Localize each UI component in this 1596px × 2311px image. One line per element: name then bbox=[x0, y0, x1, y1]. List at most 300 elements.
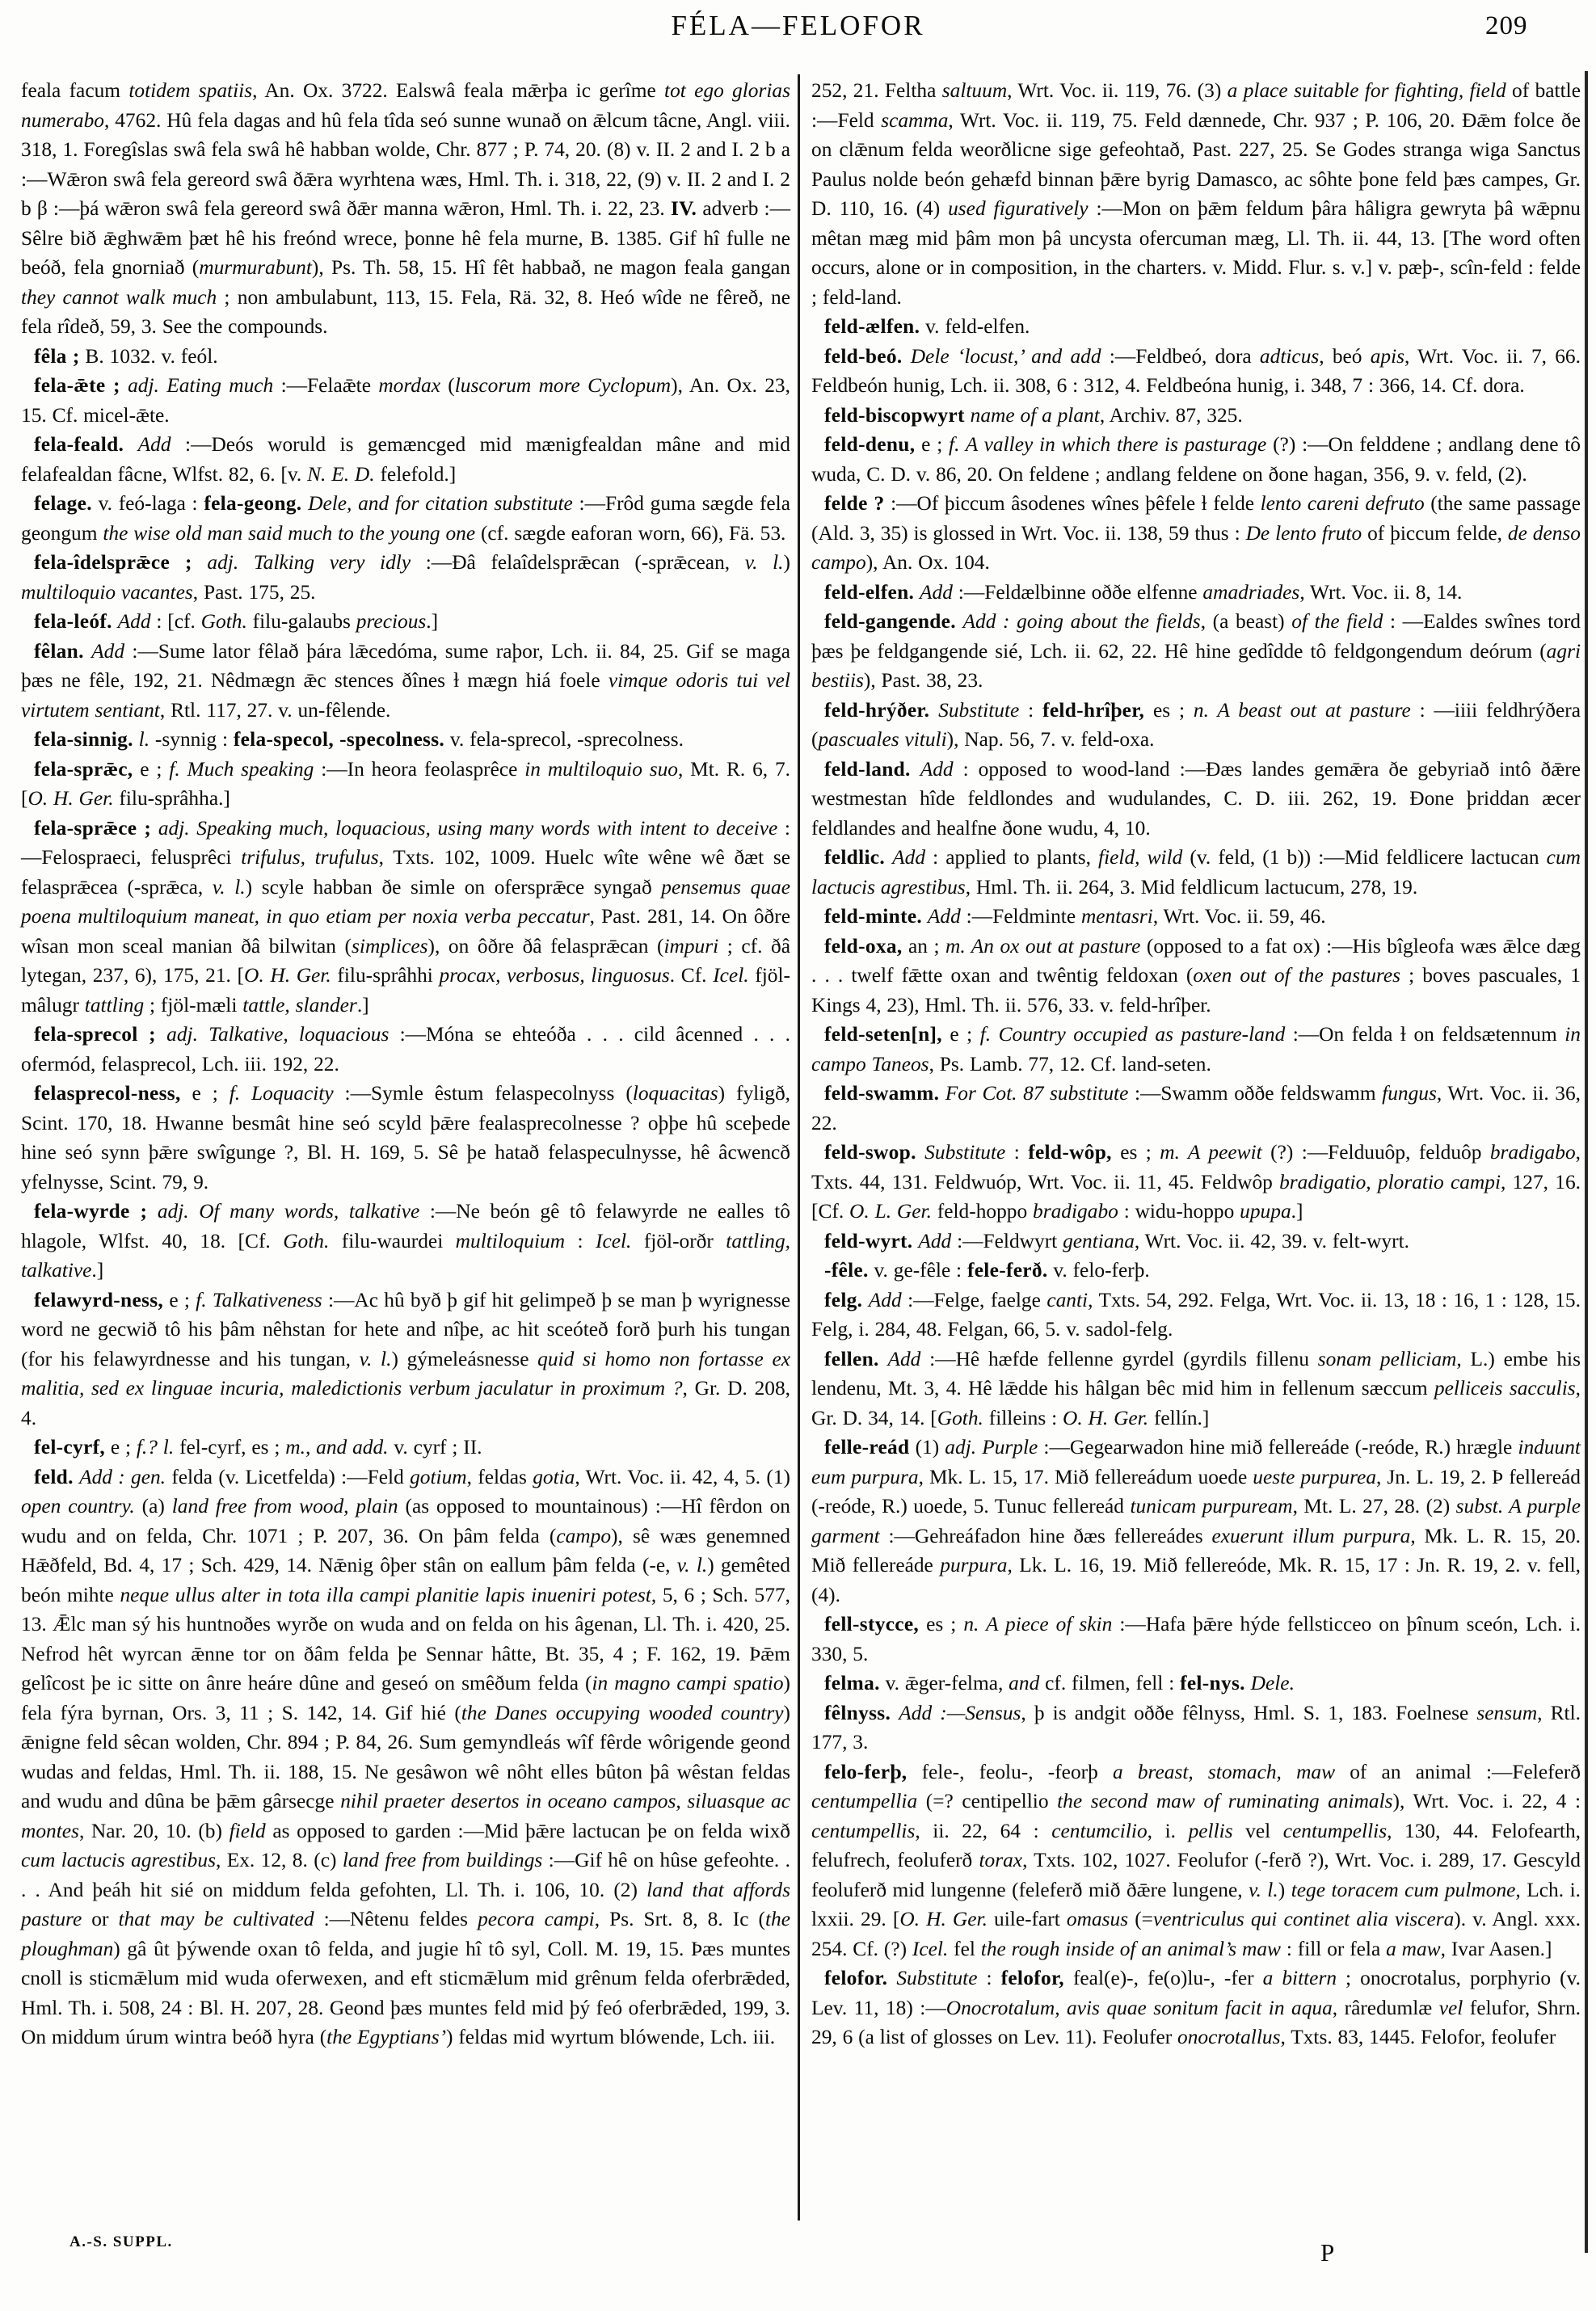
text-run: Add bbox=[920, 580, 953, 604]
text-run: bradigabo bbox=[1489, 1141, 1576, 1164]
text-run: ) feldas mid wyrtum blówende, Lch. iii. bbox=[446, 2026, 776, 2048]
dictionary-entry bbox=[21, 489, 790, 548]
text-run: f. Much speaking bbox=[169, 757, 314, 781]
text-run: pellis bbox=[1188, 1819, 1233, 1842]
text-run: multiloquium bbox=[455, 1229, 566, 1252]
text-run: ), sê wæs genemned Hǣðfeld, Bd. 4, 17 ; Sch. 429, 14. Nǣnig ôþer stân on eallum þâm felda (-e, bbox=[21, 1524, 790, 1576]
text-run: n. A beast out at pasture bbox=[1193, 698, 1411, 722]
headword: felofor. bbox=[824, 1967, 888, 1989]
text-run: an ; bbox=[902, 934, 946, 958]
text-run: f.? l. bbox=[136, 1436, 175, 1459]
text-run: gotium bbox=[410, 1465, 467, 1488]
column-divider-rule bbox=[798, 74, 800, 2220]
dictionary-entry bbox=[21, 1433, 790, 1463]
text-run: v. feld-elfen. bbox=[920, 315, 1030, 338]
text-run: , râredumlæ bbox=[1332, 1996, 1439, 2019]
text-run: vel bbox=[1232, 1819, 1283, 1842]
text-run: ), on ôðre ðâ felasprǣcan ( bbox=[427, 934, 664, 958]
text-run: f. Talkativeness bbox=[196, 1288, 322, 1311]
text-run bbox=[885, 846, 892, 869]
text-run: or bbox=[82, 1908, 119, 1930]
text-run: saltuum bbox=[941, 79, 1008, 102]
text-run: es ; bbox=[919, 1613, 964, 1635]
text-run: (as opposed to mountainous) :—Hî fêrdon on wudu and on felda, Chr. 1071 ; P. 207, 36. On þâm felda ( bbox=[21, 1495, 790, 1547]
text-run: (1) bbox=[909, 1436, 945, 1459]
text-run: , Rtl. 117, 27. v. un-fêlende. bbox=[159, 698, 391, 722]
headword: feldlic. bbox=[824, 846, 886, 869]
text-run: sonam pelliciam bbox=[1317, 1347, 1457, 1370]
text-run: .] bbox=[91, 1259, 104, 1282]
text-run: : [cf. bbox=[150, 610, 201, 633]
text-run: multiloquio vacantes bbox=[21, 580, 193, 604]
text-run: Goth. bbox=[200, 610, 247, 633]
text-run: , Wrt. Voc. ii. 42, 4, 5. (1) bbox=[575, 1465, 790, 1488]
text-run: Goth. bbox=[283, 1229, 330, 1252]
text-run: filu-sprâhhi bbox=[331, 964, 440, 987]
dictionary-entry bbox=[811, 1079, 1581, 1138]
text-run: fellín.] bbox=[1148, 1406, 1210, 1429]
text-run: adticus bbox=[1259, 344, 1320, 368]
text-run: exuerunt illum purpura bbox=[1211, 1524, 1411, 1547]
text-run: Add bbox=[137, 433, 171, 456]
dictionary-entry bbox=[811, 1256, 1581, 1286]
headword: IV. bbox=[670, 197, 697, 220]
text-run: : widu-hoppo bbox=[1118, 1200, 1240, 1223]
text-run bbox=[903, 345, 911, 368]
text-run: :—Feldælbinne oððe elfenne bbox=[952, 580, 1203, 604]
headword: fela-îdelsprǣce ; bbox=[34, 551, 192, 574]
text-run: :—Gif hê on hûse gefeohte. . . . And þeáh hit sié on middum felda gefohten, Ll. Th. i. 106, 10. (2) bbox=[21, 1849, 790, 1901]
text-run: Substitute bbox=[924, 1141, 1006, 1164]
headword: felde ? bbox=[824, 492, 885, 515]
text-run: neque ullus alter in tota illa campi planitie lapis inueniri potest bbox=[120, 1583, 651, 1606]
text-run: , Wrt. Voc. ii. 42, 39. v. felt-wyrt. bbox=[1134, 1229, 1409, 1252]
dictionary-entry bbox=[811, 932, 1581, 1021]
dictionary-entry bbox=[811, 1286, 1581, 1345]
headword: fela-specol, -specolness. bbox=[233, 728, 445, 751]
text-run: ventriculus qui continet alia viscera bbox=[1152, 1908, 1455, 1930]
text-run bbox=[956, 610, 963, 633]
text-run: (the same passage (Ald. 3, 35) is glossed in Wrt. Voc. ii. 138, 59 thus : bbox=[811, 492, 1581, 545]
text-run: fele-, feolu-, -feorþ bbox=[907, 1760, 1113, 1783]
dictionary-entry bbox=[21, 342, 790, 372]
text-run: bradigabo bbox=[1033, 1200, 1118, 1223]
text-run: ) fyligð, Scint. 170, 18. Hwanne besmât hine seó scyld þǣre fealasprecolnesse ? oþþe hû sceþede hine seó synn þǣre swîgunge ?, Bl. H. 169, 5. Sê þe hatað felaspeculnysse, hê âcwencð yfelnysse, Scint. 79, 9. bbox=[21, 1082, 790, 1193]
page-title: FÉLA—FELOFOR bbox=[671, 10, 925, 41]
dictionary-entry bbox=[811, 430, 1581, 489]
text-run: :—Feldminte bbox=[960, 905, 1081, 928]
dictionary-entry bbox=[811, 1433, 1581, 1610]
headword: fêlnyss. bbox=[824, 1701, 891, 1724]
text-run: , 127, 16. [Cf. bbox=[811, 1170, 1581, 1223]
text-run: , Wrt. Voc. ii. 36, 22. bbox=[811, 1082, 1581, 1134]
headword: fellen. bbox=[824, 1347, 879, 1370]
text-run: es ; bbox=[1144, 698, 1194, 722]
text-run: Icel. bbox=[713, 964, 749, 987]
text-run: in multiloquio suo bbox=[524, 757, 678, 781]
text-run: , Txts. 54, 292. Felga, Wrt. Voc. ii. 13, 18 : 16, 1 : 128, 15. Felg, i. 284, 48. Felgan, 66, 5. v. sadol-felg. bbox=[811, 1288, 1581, 1341]
text-run: ) gemêted beón mihte bbox=[21, 1554, 790, 1606]
text-run: For Cot. 87 substitute bbox=[945, 1082, 1129, 1105]
dictionary-entry bbox=[21, 76, 790, 342]
text-run: e ; bbox=[941, 1023, 980, 1046]
text-run: canti bbox=[1046, 1288, 1089, 1311]
text-run: of an animal :—Feleferð bbox=[1335, 1760, 1581, 1783]
headword: fêla ; bbox=[34, 344, 80, 368]
text-run: m., and add. bbox=[285, 1436, 389, 1459]
text-run: adj. Of many words, talkative bbox=[157, 1200, 420, 1223]
dictionary-entry bbox=[21, 607, 790, 637]
text-run: ), Nap. 56, 7. v. feld-oxa. bbox=[946, 728, 1155, 751]
text-run: v. l. bbox=[1249, 1878, 1278, 1901]
text-run: Add bbox=[868, 1288, 902, 1311]
headword: feld-beó. bbox=[824, 344, 903, 368]
headword: feld-seten[n], bbox=[824, 1023, 942, 1046]
text-run: (= bbox=[1128, 1908, 1153, 1930]
text-run: the rough inside of an animal’s maw bbox=[980, 1937, 1281, 1960]
text-run: : bbox=[565, 1229, 596, 1252]
dictionary-entry bbox=[811, 1669, 1581, 1699]
text-run: B. 1032. v. feól. bbox=[79, 344, 218, 368]
headword: fela-geong. bbox=[204, 492, 302, 515]
dictionary-entry bbox=[811, 1138, 1581, 1227]
text-run: , þ is andgit oððe fêlnyss, Hml. S. 1, 183. Foelnese bbox=[1021, 1701, 1477, 1724]
text-run: adj. Eating much bbox=[128, 374, 274, 397]
text-run: Add bbox=[927, 905, 961, 928]
text-run: 252, 21. Feltha bbox=[811, 79, 942, 102]
text-run: , Nar. 20, 10. (b) bbox=[78, 1819, 230, 1842]
text-run: : fill or fela bbox=[1280, 1937, 1387, 1960]
headword: feld. bbox=[34, 1465, 74, 1488]
text-run: ), An. Ox. 23, 15. Cf. micel-ǣte. bbox=[21, 374, 790, 427]
text-run: subst. A purple garment bbox=[811, 1495, 1581, 1547]
text-run: , Jn. L. 19, 2. Þ fellereád (-reóde, R.) uoede, 5. Tunuc fellereád bbox=[811, 1465, 1581, 1518]
dictionary-column-right bbox=[811, 76, 1581, 2052]
text-run: O. H. Ger. bbox=[899, 1908, 987, 1930]
text-run: e ; bbox=[163, 1288, 196, 1311]
headword: fêlan. bbox=[34, 639, 84, 663]
text-run: :—On felda ɫ on feldsætennum bbox=[1285, 1023, 1565, 1046]
text-run: , Wrt. Voc. ii. 8, 14. bbox=[1299, 580, 1463, 604]
headword: fela-wyrde ; bbox=[34, 1200, 148, 1223]
text-run: precious bbox=[356, 610, 427, 633]
text-run: :—Feldbeó, dora bbox=[1101, 344, 1260, 368]
text-run: .] bbox=[356, 993, 369, 1017]
text-run: fjöl-orðr bbox=[631, 1229, 726, 1252]
text-run: used figuratively bbox=[948, 197, 1089, 220]
footer-imprint: A.-S. SUPPL. bbox=[69, 2233, 173, 2250]
text-run: Add bbox=[892, 846, 926, 869]
text-run: , Mk. L. 15, 17. Mið fellereádum uoede bbox=[918, 1465, 1253, 1488]
text-run: :—Mon on þǣm feldum þâra hâligra gewryta þâ wǣpnu mêtan mæg mid þâm mon þâ uncysta ofercuman mæg, Ll. Th. ii. 44, 13. [The word often occurs, alone or in composition, in the charters. v. Midd. Flur. s. v.] v. pæþ-, scîn-feld : felde ; feld-land. bbox=[811, 197, 1581, 309]
text-run: . Cf. bbox=[669, 964, 714, 987]
text-run: pensemus quae poena multiloquium maneat, in quo etiam per noxia verba peccatur bbox=[21, 875, 790, 928]
text-run: ( bbox=[440, 374, 455, 397]
dictionary-entry bbox=[21, 548, 790, 607]
text-run: field, wild bbox=[1098, 846, 1183, 869]
text-run: , 5, 6 ; Sch. 577, 13. Ǣlc man sý his huntnoðes wyrðe on wuda and on felda on his âgenan, Ll. Th. i. 420, 25. Nefrod hêt wyrcan ǣnne tor on ðâm felda þe Sennar hâtte, Bt. 35, 4 ; F. 162, 19. Þǣm gelîcost þe ic sitte on ânre heáre dûne and geseó on smêðum felda ( bbox=[21, 1583, 790, 1694]
text-run: :—Swamm oððe feldswamm bbox=[1128, 1082, 1383, 1105]
text-run: : —Ealdes swînes tord þæs þe feldgangende sié, Lch. ii. 62, 22. Hê hine gedîdde tô feldgongendum deórum ( bbox=[811, 610, 1581, 663]
text-run: ) gýmeleásnesse bbox=[391, 1347, 538, 1370]
text-run: upupa bbox=[1240, 1200, 1291, 1223]
text-run: centumpellia bbox=[811, 1790, 918, 1812]
headword: felasprecol-ness, bbox=[34, 1082, 181, 1105]
text-run: :—Feldwyrt bbox=[951, 1229, 1063, 1252]
text-run: , Txts. 102, 1009. Huelc wîte wêne wê ðæt se felasprǣcea (-sprǣca, bbox=[21, 846, 791, 899]
text-run: O. L. Ger. bbox=[849, 1200, 932, 1223]
text-run: as opposed to garden :—Mid þǣre lactucan þe on felda wixð bbox=[265, 1819, 790, 1842]
text-run: , An. Ox. 3722. Ealswâ feala mǣrþa ic gerîme bbox=[252, 79, 665, 102]
text-run: m. An ox out at pasture bbox=[945, 934, 1141, 958]
headword: feld-oxa, bbox=[824, 934, 903, 958]
text-run: : bbox=[1019, 698, 1043, 722]
text-run: :—Hafa þǣre hýde fellsticceo on þînum sceón, Lch. i. 330, 5. bbox=[811, 1613, 1581, 1665]
headword: fela-feald. bbox=[34, 433, 124, 456]
text-run: ) bbox=[783, 551, 791, 574]
text-run: f. Country occupied as pasture-land bbox=[979, 1023, 1286, 1046]
dictionary-entry bbox=[811, 1699, 1581, 1757]
text-run: , (a beast) bbox=[1200, 610, 1292, 633]
text-run: (?) :—Felduuôp, felduôp bbox=[1261, 1141, 1490, 1164]
text-run: of battle :—Feld bbox=[811, 79, 1581, 132]
text-run: n. A piece of skin bbox=[963, 1613, 1113, 1635]
text-run bbox=[192, 551, 208, 574]
text-run: , Gr. D. 34, 14. [ bbox=[811, 1377, 1581, 1429]
dictionary-entry bbox=[811, 843, 1581, 902]
text-run bbox=[891, 1702, 899, 1724]
headword: felma. bbox=[824, 1672, 880, 1694]
text-run: trifulus, trufulus bbox=[241, 846, 379, 869]
text-run: fel bbox=[948, 1937, 981, 1960]
text-run bbox=[939, 1082, 945, 1105]
text-run: fungus bbox=[1382, 1082, 1437, 1105]
text-run: , Wrt. Voc. ii. 59, 46. bbox=[1152, 905, 1326, 928]
text-run: :—Of þiccum âsodenes wînes þêfele ɫ felde bbox=[884, 492, 1261, 515]
text-run: onocrotallus bbox=[1177, 2026, 1281, 2048]
headword: feld-swop. bbox=[824, 1141, 916, 1164]
dictionary-entry bbox=[811, 489, 1581, 578]
headword: fela-ǣte ; bbox=[34, 374, 120, 397]
text-run: adj. Speaking much, loquacious, using many words with intent to deceive bbox=[158, 816, 778, 840]
text-run: : bbox=[977, 1967, 1001, 1989]
text-run: centumpellis bbox=[811, 1819, 916, 1842]
text-run: adverb :—Sêlre bið ǣghwǣm þæt hê his freónd wrece, þonne hê fela murne, B. 1385. Gif hî fulle ne beóð, fela gnorniað ( bbox=[21, 197, 791, 279]
text-run: torax bbox=[979, 1849, 1023, 1871]
text-run: :—Felaǣte bbox=[273, 374, 379, 397]
text-run: omasus bbox=[1066, 1908, 1129, 1930]
text-run: Icel. bbox=[912, 1937, 949, 1960]
headword: felg. bbox=[824, 1288, 863, 1311]
text-run: vimque odoris tui vel virtutem sentiant bbox=[21, 669, 790, 722]
text-run bbox=[887, 1967, 896, 1989]
dictionary-entry bbox=[21, 755, 790, 814]
text-run: , Wrt. Voc. ii. 7, 66. Feldbeón hunig, Lch. ii. 308, 6 : 312, 4. Feldbeóna hunig, i. 348, 7 : 366, 14. Cf. dora. bbox=[811, 344, 1581, 397]
text-run: ), Ps. Th. 58, 15. Hî fêt habbað, ne magon feala gangan bbox=[311, 256, 790, 279]
text-run: filu-waurdei bbox=[329, 1229, 456, 1252]
text-run: , Txts. 102, 1027. Feolufor (-ferð ?), Wrt. Voc. i. 289, 17. Gescyld feoluferð mid lungenne (feleferð mið ðǣre lungene, bbox=[811, 1849, 1581, 1901]
text-run: (v. feld, (1 b)) :—Mid feldlicere lactucan bbox=[1182, 846, 1547, 869]
text-run: a breast, stomach, maw bbox=[1112, 1760, 1336, 1783]
dictionary-entry bbox=[21, 1286, 790, 1433]
text-run: :—Gehreáfadon hine ðæs fellereádes bbox=[879, 1524, 1212, 1547]
text-run: (?) :—On felddene ; andlang dene tô wuda, C. D. v. 86, 20. On feldene ; andlang feldene on ðone hagan, 356, 9. v. feld, (2). bbox=[811, 433, 1581, 486]
text-run: (=? centipellio bbox=[917, 1790, 1058, 1812]
dictionary-entry bbox=[811, 755, 1581, 844]
text-run: pascuales vituli bbox=[818, 728, 947, 751]
text-run: , Archiv. 87, 325. bbox=[1099, 403, 1243, 427]
text-run: a maw bbox=[1386, 1937, 1441, 1960]
headword: feld-biscopwyrt bbox=[824, 403, 965, 427]
text-run: , Txts. 83, 1445. Felofor, feolufer bbox=[1280, 2026, 1556, 2048]
dictionary-entry bbox=[811, 401, 1581, 431]
text-run: Onocrotalum, avis quae sonitum facit in aqua bbox=[945, 1996, 1333, 2019]
text-run: a bittern bbox=[1262, 1967, 1337, 1989]
text-run: : applied to plants, bbox=[925, 846, 1099, 869]
text-run: the Danes occupying wooded country bbox=[461, 1701, 784, 1724]
text-run bbox=[156, 1023, 166, 1046]
text-run: pecora campi bbox=[478, 1908, 595, 1930]
text-run: land free from wood, plain bbox=[171, 1495, 398, 1518]
text-run: gotia bbox=[533, 1465, 575, 1488]
text-run: the second maw of ruminating animals bbox=[1057, 1790, 1393, 1812]
dictionary-entry bbox=[811, 607, 1581, 696]
text-run: adj. Purple bbox=[945, 1436, 1038, 1459]
text-run: , Lch. i. lxxii. 29. [ bbox=[811, 1878, 1581, 1930]
text-run: , Mk. L. R. 15, 20. Mið fellereáde bbox=[811, 1524, 1581, 1576]
text-run: land that affords pasture bbox=[21, 1878, 790, 1930]
text-run: v. ge-fêle : bbox=[868, 1259, 967, 1282]
text-run: quid si homo non fortasse ex malitia, sed ex linguae incuria, maledictionis verbum jaculatur in proximum ? bbox=[21, 1347, 790, 1400]
dictionary-entry bbox=[21, 725, 790, 755]
dictionary-entry bbox=[21, 371, 790, 430]
text-run bbox=[965, 404, 971, 427]
text-run: es ; bbox=[1111, 1141, 1160, 1164]
text-run: Add : gen. bbox=[79, 1465, 166, 1488]
dictionary-entry bbox=[811, 902, 1581, 932]
text-run: gentiana bbox=[1063, 1229, 1135, 1252]
text-run: :—Felge, faelge bbox=[901, 1288, 1047, 1311]
text-run: , Mt. L. 27, 28. (2) bbox=[1292, 1495, 1456, 1518]
text-run: .] bbox=[1291, 1200, 1303, 1223]
text-run: Add bbox=[91, 639, 125, 663]
text-run: , ii. 22, 64 : bbox=[915, 1819, 1052, 1842]
text-run: ; fjöl-mæli bbox=[144, 993, 243, 1017]
text-run: ; cf. ðâ lytegan, 237, 6), 175, 21. [ bbox=[21, 934, 791, 987]
text-run: de denso campo bbox=[811, 521, 1581, 574]
headword: fela-sinnig. bbox=[34, 728, 133, 751]
text-run: a place suitable for fighting, field bbox=[1227, 79, 1506, 102]
headword: feld-denu, bbox=[824, 433, 916, 456]
text-run: mentasri bbox=[1080, 905, 1153, 928]
text-run: Add bbox=[887, 1347, 921, 1370]
text-run: ueste purpurea bbox=[1253, 1465, 1377, 1488]
text-run: , Past. 175, 25. bbox=[192, 580, 316, 604]
dictionary-entry bbox=[21, 637, 790, 726]
text-run bbox=[151, 817, 158, 840]
text-run: e ; bbox=[133, 757, 170, 781]
text-run: ), Wrt. Voc. i. 22, 4 : bbox=[1392, 1790, 1581, 1812]
headword: feld-ælfen. bbox=[824, 315, 920, 338]
text-run: v. feó-laga : bbox=[91, 492, 204, 515]
headword: fell-stycce, bbox=[824, 1613, 920, 1635]
text-run: e ; bbox=[104, 1436, 137, 1459]
page-edge-line bbox=[1585, 71, 1588, 2253]
text-run: tattling bbox=[84, 993, 145, 1017]
text-run: De lento fruto bbox=[1245, 521, 1362, 545]
headword: fela-sprǣce ; bbox=[34, 816, 152, 840]
text-run: ; onocrotalus, porphyrio (v. Lev. 11, 18) :— bbox=[811, 1967, 1581, 2019]
text-run: :—Nêtenu feldes bbox=[314, 1908, 478, 1930]
text-run: v. l. bbox=[744, 551, 784, 574]
text-run: e ; bbox=[180, 1082, 230, 1105]
text-run: , L.) embe his lendenu, Mt. 3, 4. Hê lǣdde his hâlgan bêc mid him in fellenum sæccum bbox=[811, 1347, 1581, 1400]
text-run: ) gâ ût þýwende oxan tô felda, and jugie hî tô syl, Coll. M. 19, 15. Þæs muntes cnoll is sticmǣlum mid wuda oferwexen, and eft sticmǣlum mid grênum felda oferbrǣded, Hml. Th. i. 508, 24 : Bl. H. 207, 28. Geond þæs muntes feld mid þý feó oferbrǣded, 199, 3. On middum úrum wintra beóð hyra ( bbox=[21, 1937, 790, 2048]
text-run bbox=[862, 1289, 868, 1311]
text-run: , feldas bbox=[466, 1465, 533, 1488]
text-run: and bbox=[1009, 1672, 1040, 1694]
text-run: , Ps. Lamb. 77, 12. Cf. land-seten. bbox=[929, 1052, 1211, 1076]
text-run: procax, verbosus, linguosus bbox=[439, 964, 670, 987]
text-run: :—Symle êstum felaspecolnyss ( bbox=[333, 1082, 633, 1105]
text-run: :—Ðâ felaîdelsprǣcan (-sprǣcean, bbox=[411, 551, 745, 574]
text-run: fjöl-mâlugr bbox=[21, 964, 790, 1017]
text-run: Goth. bbox=[937, 1406, 983, 1429]
text-run: , beó bbox=[1319, 344, 1371, 368]
text-run: (cf. sægde eaforan worn, 66), Fä. 53. bbox=[475, 521, 786, 545]
text-run: ) ǣnigne feld sêcan wolden, Chr. 894 ; P. 84, 26. Sum gemyndleás wîf fêrde wôrigende geond wudas and feldas, Hml. Th. ii. 188, 15. Ne gesâwon wê nôht elles bûton þâ wêstan feldas and wudu and dûna be þǣm gârsecge bbox=[21, 1701, 790, 1812]
dictionary-entry bbox=[811, 1757, 1581, 1964]
text-run bbox=[133, 728, 139, 751]
text-run: they cannot walk much bbox=[21, 285, 217, 309]
text-run: .] bbox=[426, 610, 439, 633]
text-run: ) bbox=[1278, 1878, 1291, 1901]
text-run bbox=[74, 1466, 79, 1488]
text-run: f. A valley in which there is pasturage bbox=[949, 433, 1267, 456]
text-run: , Lk. L. 16, 19. Mið fellereóde, Mk. R. 15, 17 : Jn. R. 19, 2. v. fell, (4). bbox=[811, 1554, 1581, 1606]
text-run: v. cyrf ; II. bbox=[388, 1436, 482, 1459]
headword: fela-leóf. bbox=[34, 610, 112, 633]
dictionary-entry bbox=[21, 814, 790, 1021]
text-run: O. H. Ger. bbox=[244, 964, 331, 987]
text-run: (a) bbox=[134, 1495, 172, 1518]
text-run: feala facum bbox=[21, 79, 129, 102]
text-run bbox=[911, 758, 920, 781]
dictionary-entry bbox=[811, 1227, 1581, 1257]
text-run: Add bbox=[920, 757, 954, 781]
text-run: ), Past. 38, 23. bbox=[863, 669, 983, 692]
text-run: , Rtl. 177, 3. bbox=[811, 1701, 1581, 1753]
dictionary-entry bbox=[811, 76, 1581, 312]
text-run: felefold.] bbox=[374, 462, 457, 486]
text-run: ; boves pascuales, 1 Kings 4, 23), Hml. Th. ii. 576, 33. v. feld-hrîþer. bbox=[811, 964, 1581, 1017]
dictionary-entry bbox=[811, 696, 1581, 755]
text-run: -synnig : bbox=[149, 728, 234, 751]
text-run: : bbox=[1005, 1141, 1029, 1164]
text-run: Add bbox=[117, 610, 151, 633]
text-run: of the field bbox=[1291, 610, 1383, 633]
headword: felle-reád bbox=[824, 1436, 910, 1459]
text-run: :—Felospraeci, felusprêci bbox=[21, 816, 790, 869]
text-run: centumpellis bbox=[1282, 1819, 1388, 1842]
text-run: uile-fart bbox=[987, 1908, 1067, 1930]
text-run: agri bestiis bbox=[811, 639, 1581, 692]
text-run: : —iiii feldhrýðera ( bbox=[811, 698, 1581, 751]
text-run: , Mt. R. 6, 7. [ bbox=[21, 757, 790, 810]
text-run: name of a plant bbox=[970, 403, 1100, 427]
text-run: , Wrt. Voc. ii. 119, 75. Feld dænnede, Chr. 937 ; P. 106, 20. Ðǣm folce ðe on clǣnum felda weorðlicne sige gefeohtað, Past. 227, 25. Se Godes stranga wiga Sanctus Paulus nolde beón gehæfd binnan þǣre byrig Damasco, ac sôhte þone feld þæs campes, Gr. D. 110, 16. (4) bbox=[811, 108, 1581, 220]
text-run: m. A peewit bbox=[1160, 1141, 1262, 1164]
